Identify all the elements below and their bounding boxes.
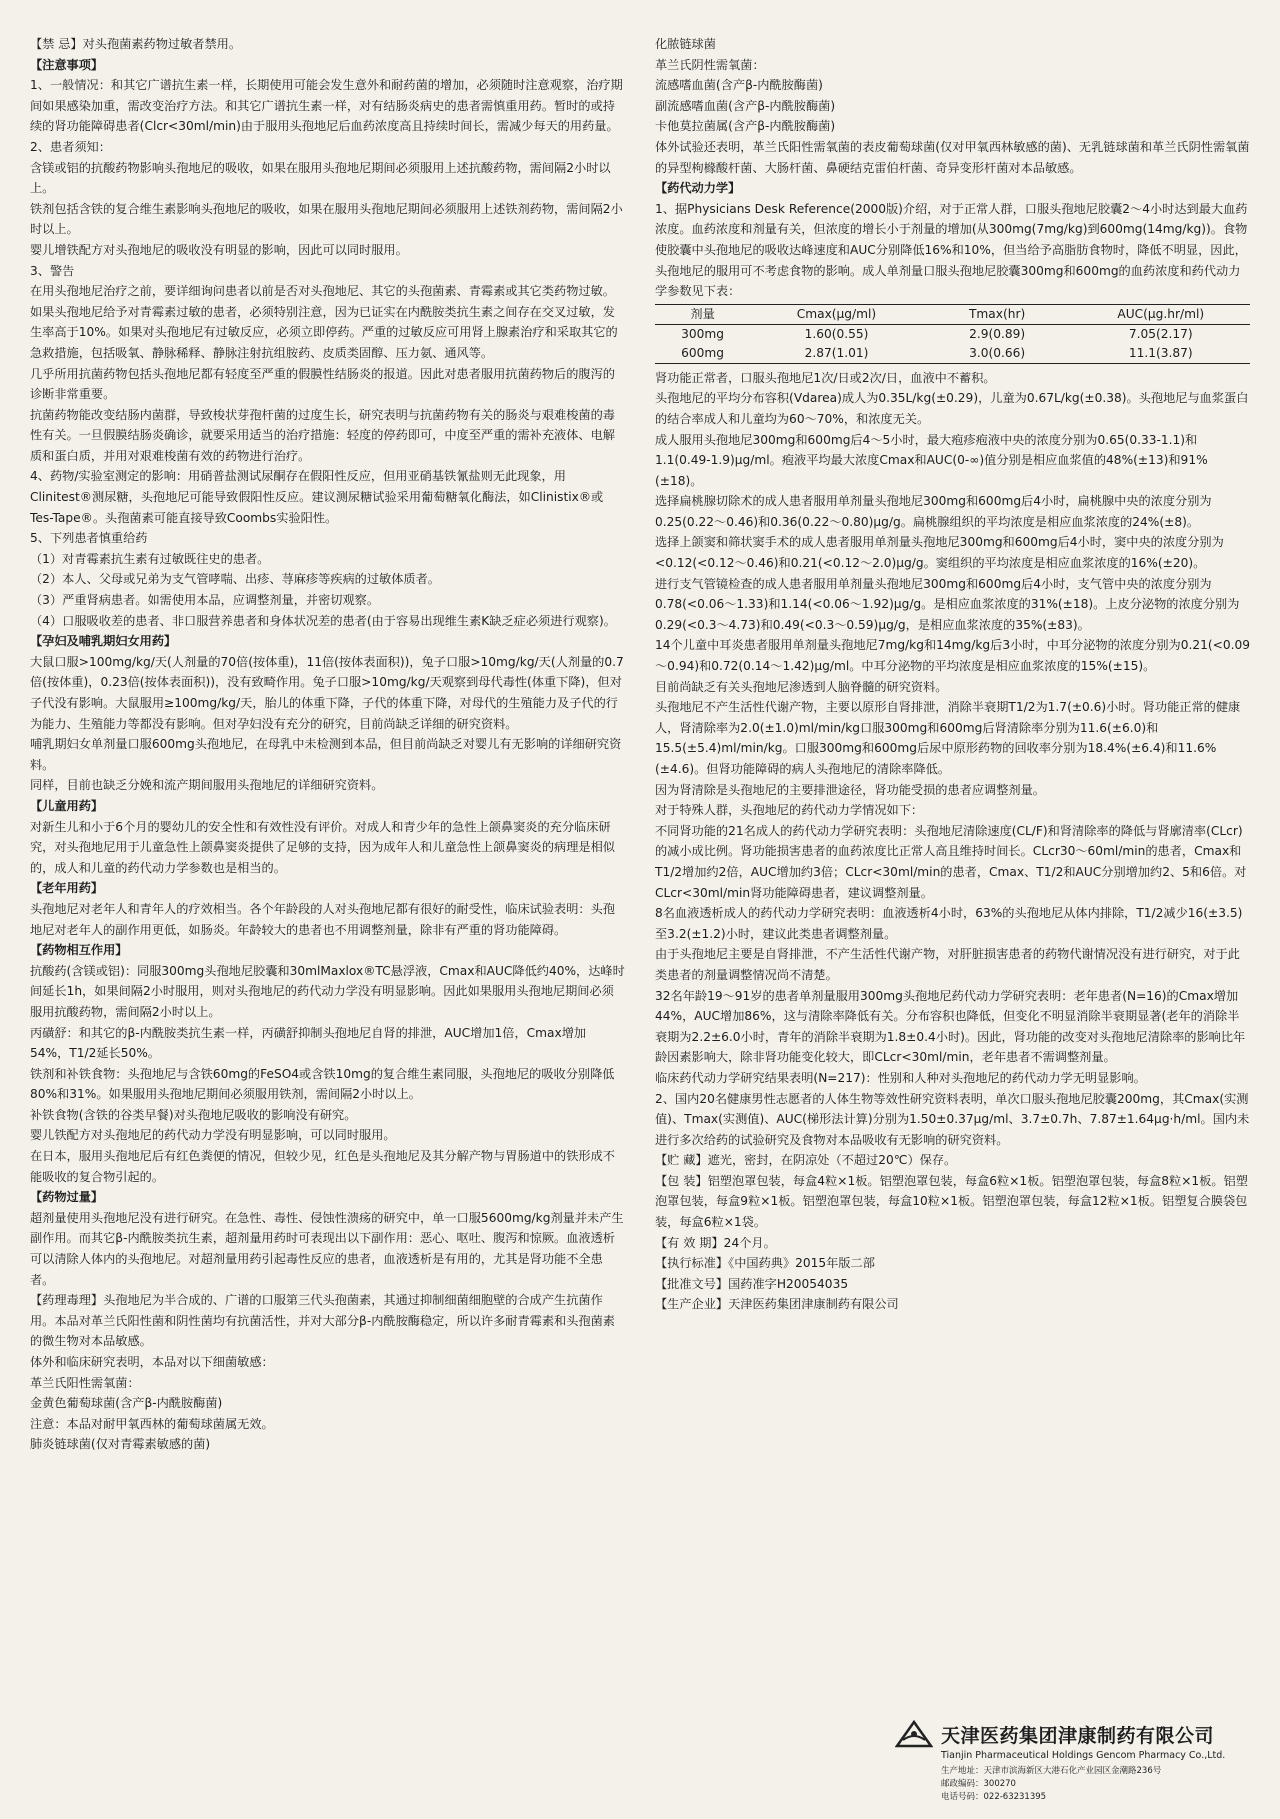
paragraph: 【生产企业】天津医药集团津康制药有限公司	[655, 1297, 899, 1312]
paragraph: 进行支气管镜检查的成人患者服用单剂量头孢地尼300mg和600mg后4小时，支气管中央的浓度分别为0.78(<0.06～1.33)和1.14(<0.06～1.92)μg/g。是相应血浆浓度的31%(±18)。上皮分泌物的浓度分别为0.29(<0.3～4.73)和0.49(<0.3～0.59)μg/g，是相应血浆浓度的35%(±83)。	[655, 576, 1240, 632]
paragraph: 【包 装】铝塑泡罩包装，每盒4粒×1板。铝塑泡罩包装，每盒6粒×1板。铝塑泡罩包装，每盒8粒×1板。铝塑泡罩包装，每盒9粒×1板。铝塑泡罩包装，每盒10粒×1板。铝塑泡罩包装，每盒12粒×1板。铝塑复合膜袋包装，每盒6粒×1袋。	[655, 1173, 1248, 1230]
paragraph: 1、据Physicians Desk Reference(2000版)介绍，对于正常人群，口服头孢地尼胶囊2～4小时达到最大血药浓度。血药浓度和剂量有关，但浓度的增长小于剂量的增加(从300mg(7mg/kg)到600mg(14mg/kg))。食物使胶囊中头孢地尼的吸收达峰速度和AUC分别降低16%和10%，但当给予高脂肪食物时，降低不明显，因此，头孢地尼的服用可不考虑食物的影响。成人单剂量口服头孢地尼胶囊300mg和600mg的血药浓度和药代动力学参数见下表：	[655, 201, 1248, 299]
table-cell: 2.87(1.01)	[804, 345, 869, 360]
paragraph: 选择上颌窦和筛状窦手术的成人患者服用单剂量头孢地尼300mg和600mg后4小时，窦中央的浓度分别为<0.12(<0.12～0.46)和0.21(<0.12～2.0)μg/g。窦组织的平均浓度是相应血浆浓度的16%(±20)。	[655, 535, 1224, 571]
table-header-cell: 剂量	[690, 306, 715, 321]
paragraph: 【批准文号】国药准字H20054035	[655, 1276, 849, 1291]
paragraph: 目前尚缺乏有关头孢地尼渗透到人脑脊髓的研究资料。	[655, 679, 948, 694]
paragraph: 3、警告	[30, 263, 75, 278]
table-cell: 1.60(0.55)	[804, 326, 869, 341]
company-name-cn: 天津医药集团津康制药有限公司	[941, 1724, 1215, 1747]
table-cell: 3.0(0.66)	[969, 345, 1026, 360]
paragraph: （1）对青霉素抗生素有过敏既往史的患者。	[30, 551, 270, 566]
section-heading: 【注意事项】	[30, 57, 104, 72]
paragraph: 【有 效 期】24个月。	[655, 1235, 776, 1250]
table-header-cell: Tmax(hr)	[968, 306, 1026, 321]
paragraph: 【贮 藏】遮光，密封，在阴凉处（不超过20℃）保存。	[655, 1153, 957, 1168]
paragraph: 头孢地尼的平均分布容积(Vdarea)成人为0.35L/kg(±0.29)，儿童为0.67L/kg(±0.38)。头孢地尼与血浆蛋白的结合率成人和儿童均为60～70%，和浓度无关。	[655, 391, 1249, 426]
table-row	[655, 325, 1250, 344]
paragraph: 体外试验还表明，革兰氏阳性需氧菌的表皮葡萄球菌(仅对甲氧西林敏感的菌)、无乳链球菌和革兰氏阴性需氧菌的异型枸橼酸杆菌、大肠杆菌、鼻硬结克雷伯杆菌、奇异变形杆菌对本品敏感。	[655, 139, 1250, 175]
paragraph: 抗酸药(含镁或铝)：同服300mg头孢地尼胶囊和30mlMaxlox®TC悬浮液，Cmax和AUC降低约40%，达峰时间延长1h，如果间隔2小时服用，则对头孢地尼的药代动力学没有明显影响。因此如果服用头孢地尼期间必须服用抗酸药物，需间隔2小时以上。	[30, 963, 625, 1019]
section-heading: 【药物过量】	[30, 1190, 104, 1205]
paragraph: 几乎所用抗菌药物包括头孢地尼都有轻度至严重的假膜性结肠炎的报道。因此对患者服用抗菌药物后的腹泻的诊断非常重要。	[30, 366, 615, 402]
paragraph: 因为肾清除是头孢地尼的主要排泄途径，肾功能受损的患者应调整剂量。	[655, 782, 1045, 797]
table-cell: 600mg	[681, 345, 725, 360]
table-cell: 7.05(2.17)	[1128, 326, 1193, 341]
paragraph: 超剂量使用头孢地尼没有进行研究。在急性、毒性、侵蚀性溃疡的研究中，单一口服5600mg/kg剂量并未产生副作用。而其它β-内酰胺类抗生素，超剂量用药时可表现出以下副作用：恶心、呕吐、腹泻和惊厥。血液透析可以清除人体内的头孢地尼。对超剂量用药引起毒性反应的患者，血液透析是有用的，尤其是肾功能不全患者。	[30, 1210, 624, 1287]
paragraph: 成人服用头孢地尼300mg和600mg后4～5小时，最大疱疹疱液中央的浓度分别为0.65(0.33-1.1)和1.1(0.49-1.9)μg/ml。疱液平均最大浓度Cmax和AUC(0-∞)值分别是相应血浆值的48%(±13)和91%(±18)。	[655, 432, 1208, 488]
paragraph: 金黄色葡萄球菌(含产β-内酰胺酶菌)	[30, 1396, 223, 1411]
paragraph: 2、患者须知：	[30, 139, 111, 154]
paragraph: 流感嗜血菌(含产β-内酰胺酶菌)	[655, 78, 823, 93]
company-address	[941, 1765, 1275, 1804]
paragraph: （4）口服吸收差的患者、非口服营养患者和身体状况差的患者(由于容易出现维生素K缺乏症必须进行观察)。	[30, 613, 616, 628]
paragraph: 对于特殊人群，头孢地尼的药代动力学情况如下：	[655, 803, 924, 818]
pharmacokinetics-table	[655, 304, 1250, 364]
paragraph: （2）本人、父母或兄弟为支气管哮喘、出疹、荨麻疹等疾病的过敏体质者。	[30, 572, 440, 587]
paragraph: 临床药代动力学研究结果表明(N=217)：性别和人种对头孢地尼的药代动力学无明显影响。	[655, 1070, 1146, 1085]
paragraph: 8名血液透析成人的药代动力学研究表明：血液透析4小时，63%的头孢地尼从体内排除，T1/2减少16(±3.5)至3.2(±1.2)小时，建议此类患者调整剂量。	[655, 906, 1243, 941]
paragraph: 副流感嗜血菌(含产β-内酰胺酶菌)	[655, 98, 836, 113]
paragraph: 头孢地尼对老年人和青年人的疗效相当。各个年龄段的人对头孢地尼都有很好的耐受性，临床试验表明：头孢地尼对老年人的副作用更低，如肠炎。年龄较大的患者也不用调整剂量，除非有严重的肾功能障碍。	[30, 901, 615, 937]
company-logo-icon	[895, 1720, 933, 1748]
address-line: 生产地址：天津市滨海新区大港石化产业园区金潮路236号	[941, 1766, 1162, 1776]
paragraph: 32名年龄19～91岁的患者单剂量服用300mg头孢地尼药代动力学研究表明：老年患者(N=16)的Cmax增加44%，AUC增加86%，这与清除率降低有关。分布容积也降低，但变化不明显消除半衰期显著(老年的消除半衰期为2.2±6.0小时，青年的消除半衰期为1.8±0.4小时)。因此，肾功能的改变对头孢地尼清除率的影响比年龄因素影响大，除非肾功能变化较大，即CLcr<30ml/min，老年患者不需调整剂量。	[655, 988, 1246, 1065]
section-heading: 【药物相互作用】	[30, 943, 128, 958]
section-heading: 【孕妇及哺乳期妇女用药】	[30, 634, 177, 649]
paragraph: 铁剂包括含铁的复合维生素影响头孢地尼的吸收，如果在服用头孢地尼期间必须服用上述铁剂药物，需间隔2小时以上。	[30, 201, 623, 237]
paragraph: 选择扁桃腺切除术的成人患者服用单剂量头孢地尼300mg和600mg后4小时，扁桃腺中央的浓度分别为0.25(0.22～0.46)和0.36(0.22～0.80)μg/g。扁桃腺组织的平均浓度是相应血浆浓度的24%(±8)。	[655, 494, 1212, 529]
paragraph: 不同肾功能的21名成人的药代动力学研究表明：头孢地尼清除速度(CL/F)和肾清除率的降低与肾廓清率(CLcr)的减小成比例。肾功能损害患者的血药浓度比正常人高且维持时间长。CLcr30～60ml/min的患者，Cmax和T1/2增加约2倍，AUC增加约3倍；CLcr<30ml/min的患者，Cmax、T1/2和AUC分别增加约2、5和6倍。对CLcr<30ml/min肾功能障碍患者，建议调整剂量。	[655, 823, 1247, 900]
postcode-line: 邮政编码：300270	[941, 1779, 1016, 1789]
paragraph: 同样，目前也缺乏分娩和流产期间服用头孢地尼的详细研究资料。	[30, 778, 384, 793]
table-cell: 2.9(0.89)	[969, 326, 1026, 341]
right-top-section	[655, 34, 1250, 302]
paragraph: 在用头孢地尼治疗之前，要详细询问患者以前是否对头孢地尼、其它的头孢菌素、青霉素或其它类药物过敏。如果头孢地尼给予对青霉素过敏的患者，必须特别注意，因为已证实在内酰胺类抗生素之间存在交叉过敏，发生率高于10%。如果对头孢地尼有过敏反应，必须立即停药。严重的过敏反应可用肾上腺素治疗和采取其它的急救措施，包括吸氧、静脉稀释、静脉注射抗组胺药、皮质类固醇、压力氨、通风等。	[30, 284, 618, 360]
paragraph: 体外和临床研究表明，本品对以下细菌敏感：	[30, 1355, 274, 1369]
phone-line: 电话号码：022-63231395	[941, 1792, 1047, 1802]
company-name-en: Tianjin Pharmaceutical Holdings Gencom Pharmacy Co.,Ltd.	[941, 1750, 1226, 1761]
right-bottom-section	[655, 368, 1250, 1315]
paragraph: 1、一般情况：和其它广谱抗生素一样，长期使用可能会发生意外和耐药菌的增加，必须随时注意观察，治疗期间如果感染加重，需改变治疗方法。和其它广谱抗生素一样，对有结肠炎病史的患者需慎重用药。暂时的或持续的肾功能障碍患者(Clcr<30ml/min)由于服用头孢地尼后血药浓度高且持续时间长，需减少每天的用药量。	[30, 78, 623, 134]
paragraph: 14个儿童中耳炎患者服用单剂量头孢地尼7mg/kg和14mg/kg后3小时，中耳分泌物的浓度分别为0.21(<0.09～0.94)和0.72(0.14～1.42)μg/ml。中耳分泌物的平均浓度是相应血浆浓度的15%(±15)。	[655, 638, 1250, 674]
table-header-row	[655, 305, 1250, 325]
section-heading: 【儿童用药】	[30, 798, 104, 813]
paragraph: 头孢地尼不产生活性代谢产物，主要以原形自肾排泄，消除半衰期T1/2为1.7(±0.6)小时。肾功能正常的健康人，肾清除率为2.0(±1.0)ml/min/kg口服300mg和600mg后肾清除率分别为11.6(±6.0)和15.5(±5.4)ml/min/kg。口服300mg和600mg后尿中原形药物的回收率分别为18.4%(±6.4)和11.6%(±4.6)。但肾功能障碍的病人头孢地尼的清除率降低。	[655, 700, 1241, 776]
paragraph: 2、国内20名健康男性志愿者的人体生物等效性研究资料表明，单次口服头孢地尼胶囊200mg，其Cmax(实测值)、Tmax(实测值)、AUC(梯形法计算)分别为1.50±0.37μg/ml、3.7±0.7h、7.87±1.64μg·h/ml。国内未进行多次给药的试验研究及食物对本品吸收有无影响的研究资料。	[655, 1091, 1250, 1147]
paragraph: 【禁 忌】对头孢菌素药物过敏者禁用。	[30, 37, 242, 51]
paragraph: （3）严重肾病患者。如需使用本品，应调整剂量，并密切观察。	[30, 593, 380, 608]
paragraph: 哺乳期妇女单剂量口服600mg头孢地尼，在母乳中未检测到本品，但目前尚缺乏对婴儿有无影响的详细研究资料。	[30, 737, 622, 772]
left-column	[30, 34, 625, 1819]
paragraph: 婴儿增铁配方对头孢地尼的吸收没有明显的影响，因此可以同时服用。	[30, 242, 408, 257]
paragraph: 在日本，服用头孢地尼后有红色粪便的情况，但较少见，红色是头孢地尼及其分解产物与胃肠道中的铁形成不能吸收的复合物引起的。	[30, 1149, 615, 1184]
paragraph: 【药理毒理】头孢地尼为半合成的、广谱的口服第三代头孢菌素，其通过抑制细菌细胞壁的合成产生抗菌作用。本品对革兰氏阳性菌和阴性菌均有抗菌活性，并对大部分β-内酰胺酶稳定，所以许多耐青霉素和头孢菌素的微生物对本品敏感。	[30, 1293, 615, 1349]
paragraph: 由于头孢地尼主要是自肾排泄，不产生活性代谢产物，对肝脏损害患者的药物代谢情况没有进行研究，对于此类患者的剂量调整情况尚不清楚。	[655, 947, 1240, 982]
paragraph: 肺炎链球菌(仅对青霉素敏感的菌)	[30, 1437, 211, 1452]
table-cell: 300mg	[681, 326, 725, 341]
paragraph: 含镁或铝的抗酸药物影响头孢地尼的吸收，如果在服用头孢地尼期间必须服用上述抗酸药物，需间隔2小时以上。	[30, 160, 611, 196]
paragraph: 革兰氏阴性需氧菌：	[655, 57, 765, 72]
brand-row	[895, 1720, 1275, 1748]
paragraph: 注意：本品对耐甲氧西林的葡萄球菌属无效。	[30, 1416, 274, 1431]
section-heading: 【药代动力学】	[655, 181, 741, 196]
paragraph: 抗菌药物能改变结肠内菌群，导致梭状芽孢杆菌的过度生长，研究表明与抗菌药物有关的肠炎与艰难梭菌的毒性有关。一旦假膜结肠炎确诊，就要采用适当的治疗措施：轻度的停药即可，中度至严重的需补充液体、电解质和蛋白质，并用对艰难梭菌有效的药物进行治疗。	[30, 407, 615, 463]
paragraph: 婴儿铁配方对头孢地尼的药代动力学没有明显影响，可以同时服用。	[30, 1128, 396, 1143]
paragraph: 化脓链球菌	[655, 37, 716, 51]
paragraph: 卡他莫拉菌属(含产β-内酰胺酶菌)	[655, 119, 836, 134]
table-cell: 11.1(3.87)	[1128, 345, 1193, 360]
paragraph: 肾功能正常者，口服头孢地尼1次/日或2次/日，血液中不蓄积。	[655, 370, 996, 385]
paragraph: 铁剂和补铁食物：头孢地尼与含铁60mg的FeSO4或含铁10mg的复合维生素同服，头孢地尼的吸收分别降低80%和31%。如果服用头孢地尼期间必须服用铁剂，需间隔2小时以上。	[30, 1066, 615, 1102]
right-column	[655, 34, 1250, 1819]
paragraph: 对新生儿和小于6个月的婴幼儿的安全性和有效性没有评价。对成人和青少年的急性上颌鼻窦炎的充分临床研究，对头孢地尼用于儿童急性上颌鼻窦炎提供了足够的支持，因为成年人和儿童急性上颌鼻窦炎的病理是相似的，成人和儿童的药代动力学参数也是相当的。	[30, 819, 615, 875]
paragraph: 4、药物/实验室测定的影响：用硝普盐测试尿酮存在假阳性反应，但用亚硝基铁氰盐则无此现象，用Clinitest®测尿糖，头孢地尼可能导致假阳性反应。建议测尿糖试验采用葡萄糖氧化酶法，如Clinistix®或Tes-Tape®。头孢菌素可能直接导致Coombs实验阳性。	[30, 469, 604, 525]
paragraph: 革兰氏阳性需氧菌：	[30, 1375, 140, 1390]
paragraph: 大鼠口服>100mg/kg/天(人剂量的70倍(按体重)，11倍(按体表面积))，兔子口服>10mg/kg/天(人剂量的0.7倍(按体重)，0.23倍(按体表面积))，没有致畸作用。兔子口服>10mg/kg/天观察到母代毒性(体重下降)，但对子代没有影响。大鼠服用≥100mg/kg/天，胎儿的体重下降，子代的体重下降，对母代的生殖能力及子代的行为能力、生殖能力等都没有影响。但对孕妇没有充分的研究，目前尚缺乏详细的研究资料。	[30, 654, 624, 731]
section-heading: 【老年用药】	[30, 881, 104, 896]
table-header-cell: AUC(μg.hr/ml)	[1117, 306, 1205, 321]
manufacturer-footer	[895, 1720, 1275, 1804]
paragraph: 5、下列患者慎重给药	[30, 531, 148, 546]
table-row	[655, 344, 1250, 363]
paragraph: 丙磺舒：和其它的β-内酰胺类抗生素一样，丙磺舒抑制头孢地尼自肾的排泄，AUC增加1倍，Cmax增加54%，T1/2延长50%。	[30, 1025, 587, 1061]
paragraph: 补铁食物(含铁的谷类早餐)对头孢地尼吸收的影响没有研究。	[30, 1107, 357, 1122]
table-header-cell: Cmax(μg/ml)	[796, 306, 877, 321]
paragraph: 【执行标准】《中国药典》2015年版二部	[655, 1256, 875, 1271]
